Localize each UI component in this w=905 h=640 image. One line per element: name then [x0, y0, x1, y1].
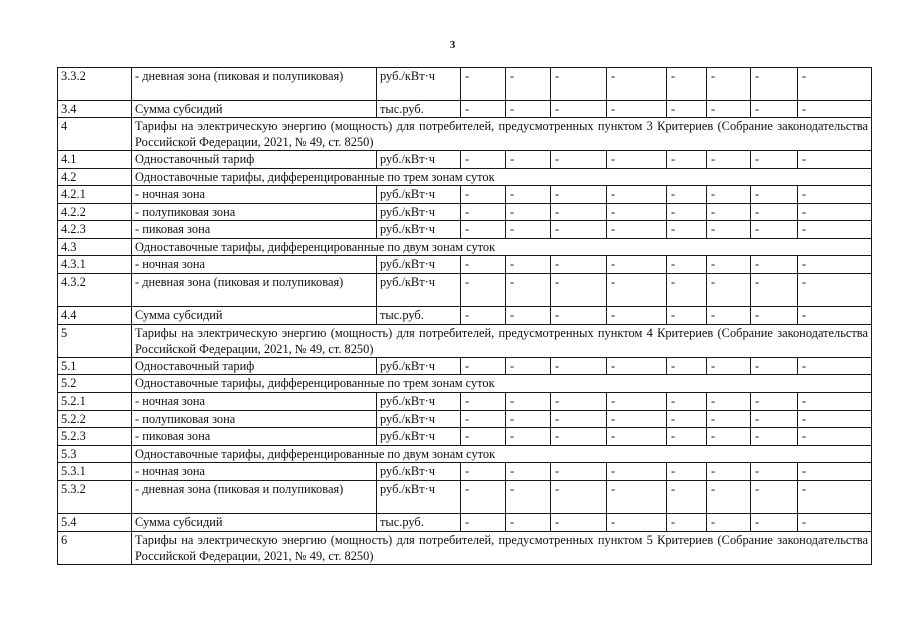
- unit-cell: руб./кВт·ч: [377, 151, 461, 169]
- value-cell: -: [667, 393, 707, 411]
- row-number: 5.3.2: [58, 481, 132, 514]
- row-number: 4.2.3: [58, 221, 132, 239]
- value-cell: -: [551, 101, 607, 118]
- value-cell: -: [707, 151, 751, 169]
- table-row: [58, 186, 872, 204]
- unit-cell: тыс.руб.: [377, 514, 461, 532]
- row-number: 4.3.1: [58, 256, 132, 274]
- table-row: [58, 221, 872, 239]
- table-body: [58, 68, 872, 565]
- value-cell: -: [551, 256, 607, 274]
- value-cell: -: [667, 307, 707, 325]
- section-heading: Тарифы на электрическую энергию (мощность) для потребителей, предусмотренных пунктом 4 Критериев (Собрание законодательства Российской Федерации, 2021, № 49, ст. 8250): [132, 325, 872, 358]
- value-cell: -: [506, 151, 551, 169]
- value-cell: -: [667, 186, 707, 204]
- value-cell: -: [607, 463, 667, 481]
- value-cell: -: [551, 274, 607, 307]
- value-cell: -: [551, 393, 607, 411]
- value-cell: -: [751, 256, 798, 274]
- value-cell: -: [607, 514, 667, 532]
- table-row: [58, 463, 872, 481]
- value-cell: -: [798, 256, 872, 274]
- unit-cell: руб./кВт·ч: [377, 428, 461, 446]
- row-number: 4.2: [58, 169, 132, 186]
- unit-cell: тыс.руб.: [377, 101, 461, 118]
- row-number: 3.3.2: [58, 68, 132, 101]
- value-cell: -: [667, 204, 707, 221]
- table-row: [58, 481, 872, 514]
- indicator-name: Одноставочный тариф: [132, 151, 377, 169]
- value-cell: -: [607, 221, 667, 239]
- value-cell: -: [461, 186, 506, 204]
- row-number: 4.4: [58, 307, 132, 325]
- table-row: [58, 358, 872, 375]
- value-cell: -: [751, 204, 798, 221]
- value-cell: -: [461, 204, 506, 221]
- value-cell: -: [798, 151, 872, 169]
- row-number: 6: [58, 532, 132, 565]
- value-cell: -: [607, 256, 667, 274]
- table-row: [58, 68, 872, 101]
- unit-cell: руб./кВт·ч: [377, 411, 461, 428]
- value-cell: -: [667, 68, 707, 101]
- value-cell: -: [506, 393, 551, 411]
- indicator-name: - дневная зона (пиковая и полупиковая): [132, 274, 377, 307]
- section-row: [58, 169, 872, 186]
- row-number: 4.2.1: [58, 186, 132, 204]
- unit-cell: тыс.руб.: [377, 307, 461, 325]
- value-cell: -: [707, 101, 751, 118]
- value-cell: -: [751, 393, 798, 411]
- indicator-name: Сумма субсидий: [132, 101, 377, 118]
- indicator-name: - ночная зона: [132, 186, 377, 204]
- value-cell: -: [751, 274, 798, 307]
- table-row: [58, 428, 872, 446]
- unit-cell: руб./кВт·ч: [377, 68, 461, 101]
- value-cell: -: [667, 428, 707, 446]
- row-number: 5.4: [58, 514, 132, 532]
- row-number: 5.2.3: [58, 428, 132, 446]
- value-cell: -: [667, 256, 707, 274]
- value-cell: -: [751, 411, 798, 428]
- value-cell: -: [707, 393, 751, 411]
- value-cell: -: [506, 68, 551, 101]
- value-cell: -: [667, 274, 707, 307]
- row-number: 3.4: [58, 101, 132, 118]
- section-row: [58, 446, 872, 463]
- value-cell: -: [707, 221, 751, 239]
- row-number: 5.2.2: [58, 411, 132, 428]
- value-cell: -: [798, 68, 872, 101]
- row-number: 4.2.2: [58, 204, 132, 221]
- unit-cell: руб./кВт·ч: [377, 256, 461, 274]
- value-cell: -: [551, 481, 607, 514]
- table-row: [58, 151, 872, 169]
- row-number: 5.2.1: [58, 393, 132, 411]
- unit-cell: руб./кВт·ч: [377, 186, 461, 204]
- value-cell: -: [506, 463, 551, 481]
- value-cell: -: [798, 186, 872, 204]
- value-cell: -: [461, 463, 506, 481]
- value-cell: -: [667, 514, 707, 532]
- value-cell: -: [751, 514, 798, 532]
- table-row: [58, 101, 872, 118]
- table-row: [58, 274, 872, 307]
- row-number: 5: [58, 325, 132, 358]
- section-row: [58, 239, 872, 256]
- value-cell: -: [551, 221, 607, 239]
- value-cell: -: [751, 358, 798, 375]
- value-cell: -: [506, 428, 551, 446]
- value-cell: -: [751, 186, 798, 204]
- section-heading: Одноставочные тарифы, дифференцированные по трем зонам суток: [132, 169, 872, 186]
- value-cell: -: [667, 411, 707, 428]
- value-cell: -: [798, 428, 872, 446]
- value-cell: -: [707, 411, 751, 428]
- value-cell: -: [461, 101, 506, 118]
- value-cell: -: [506, 411, 551, 428]
- value-cell: -: [607, 68, 667, 101]
- value-cell: -: [607, 358, 667, 375]
- value-cell: -: [506, 101, 551, 118]
- value-cell: -: [798, 274, 872, 307]
- value-cell: -: [751, 428, 798, 446]
- value-cell: -: [751, 463, 798, 481]
- value-cell: -: [798, 101, 872, 118]
- value-cell: -: [607, 411, 667, 428]
- value-cell: -: [551, 204, 607, 221]
- value-cell: -: [607, 481, 667, 514]
- unit-cell: руб./кВт·ч: [377, 481, 461, 514]
- value-cell: -: [667, 481, 707, 514]
- table-row: [58, 411, 872, 428]
- value-cell: -: [707, 428, 751, 446]
- value-cell: -: [751, 221, 798, 239]
- indicator-name: - полупиковая зона: [132, 204, 377, 221]
- value-cell: -: [551, 514, 607, 532]
- value-cell: -: [607, 151, 667, 169]
- table-row: [58, 393, 872, 411]
- value-cell: -: [506, 307, 551, 325]
- value-cell: -: [751, 68, 798, 101]
- section-row: [58, 325, 872, 358]
- value-cell: -: [506, 274, 551, 307]
- value-cell: -: [551, 151, 607, 169]
- value-cell: -: [461, 68, 506, 101]
- value-cell: -: [751, 151, 798, 169]
- value-cell: -: [707, 463, 751, 481]
- value-cell: -: [506, 514, 551, 532]
- indicator-name: - ночная зона: [132, 393, 377, 411]
- value-cell: -: [551, 358, 607, 375]
- unit-cell: руб./кВт·ч: [377, 358, 461, 375]
- value-cell: -: [461, 358, 506, 375]
- value-cell: -: [461, 221, 506, 239]
- value-cell: -: [707, 307, 751, 325]
- section-row: [58, 532, 872, 565]
- value-cell: -: [551, 186, 607, 204]
- value-cell: -: [667, 358, 707, 375]
- indicator-name: - дневная зона (пиковая и полупиковая): [132, 68, 377, 101]
- value-cell: -: [707, 514, 751, 532]
- value-cell: -: [607, 204, 667, 221]
- unit-cell: руб./кВт·ч: [377, 204, 461, 221]
- value-cell: -: [607, 101, 667, 118]
- value-cell: -: [607, 274, 667, 307]
- table-row: [58, 307, 872, 325]
- indicator-name: - полупиковая зона: [132, 411, 377, 428]
- value-cell: -: [461, 514, 506, 532]
- value-cell: -: [751, 481, 798, 514]
- value-cell: -: [667, 101, 707, 118]
- value-cell: -: [551, 463, 607, 481]
- section-row: [58, 375, 872, 393]
- value-cell: -: [707, 481, 751, 514]
- value-cell: -: [607, 393, 667, 411]
- table-row: [58, 514, 872, 532]
- value-cell: -: [751, 101, 798, 118]
- value-cell: -: [798, 481, 872, 514]
- row-number: 4: [58, 118, 132, 151]
- value-cell: -: [798, 514, 872, 532]
- value-cell: -: [667, 463, 707, 481]
- section-heading: Тарифы на электрическую энергию (мощность) для потребителей, предусмотренных пунктом 5 Критериев (Собрание законодательства Российской Федерации, 2021, № 49, ст. 8250): [132, 532, 872, 565]
- value-cell: -: [461, 428, 506, 446]
- value-cell: -: [551, 307, 607, 325]
- value-cell: -: [551, 68, 607, 101]
- row-number: 5.3: [58, 446, 132, 463]
- value-cell: -: [798, 221, 872, 239]
- indicator-name: Одноставочный тариф: [132, 358, 377, 375]
- value-cell: -: [707, 186, 751, 204]
- value-cell: -: [751, 307, 798, 325]
- unit-cell: руб./кВт·ч: [377, 274, 461, 307]
- value-cell: -: [551, 428, 607, 446]
- section-heading: Тарифы на электрическую энергию (мощность) для потребителей, предусмотренных пунктом 3 Критериев (Собрание законодательства Российской Федерации, 2021, № 49, ст. 8250): [132, 118, 872, 151]
- value-cell: -: [506, 204, 551, 221]
- value-cell: -: [461, 411, 506, 428]
- indicator-name: - ночная зона: [132, 256, 377, 274]
- value-cell: -: [707, 274, 751, 307]
- section-heading: Одноставочные тарифы, дифференцированные по двум зонам суток: [132, 446, 872, 463]
- row-number: 4.3.2: [58, 274, 132, 307]
- section-heading: Одноставочные тарифы, дифференцированные по трем зонам суток: [132, 375, 872, 393]
- value-cell: -: [551, 411, 607, 428]
- value-cell: -: [461, 393, 506, 411]
- value-cell: -: [506, 256, 551, 274]
- indicator-name: - ночная зона: [132, 463, 377, 481]
- section-heading: Одноставочные тарифы, дифференцированные по двум зонам суток: [132, 239, 872, 256]
- value-cell: -: [707, 358, 751, 375]
- value-cell: -: [667, 151, 707, 169]
- indicator-name: - пиковая зона: [132, 428, 377, 446]
- unit-cell: руб./кВт·ч: [377, 463, 461, 481]
- row-number: 4.3: [58, 239, 132, 256]
- value-cell: -: [798, 358, 872, 375]
- value-cell: -: [461, 151, 506, 169]
- value-cell: -: [607, 307, 667, 325]
- value-cell: -: [506, 481, 551, 514]
- value-cell: -: [506, 221, 551, 239]
- indicator-name: Сумма субсидий: [132, 307, 377, 325]
- row-number: 5.2: [58, 375, 132, 393]
- value-cell: -: [461, 256, 506, 274]
- row-number: 5.3.1: [58, 463, 132, 481]
- value-cell: -: [707, 204, 751, 221]
- value-cell: -: [506, 186, 551, 204]
- value-cell: -: [798, 463, 872, 481]
- table-row: [58, 204, 872, 221]
- section-row: [58, 118, 872, 151]
- unit-cell: руб./кВт·ч: [377, 221, 461, 239]
- indicator-name: Сумма субсидий: [132, 514, 377, 532]
- row-number: 5.1: [58, 358, 132, 375]
- value-cell: -: [798, 307, 872, 325]
- indicator-name: - пиковая зона: [132, 221, 377, 239]
- value-cell: -: [461, 481, 506, 514]
- value-cell: -: [798, 393, 872, 411]
- page-number: 3: [449, 39, 456, 51]
- table-row: [58, 256, 872, 274]
- value-cell: -: [461, 274, 506, 307]
- value-cell: -: [667, 221, 707, 239]
- indicator-name: - дневная зона (пиковая и полупиковая): [132, 481, 377, 514]
- value-cell: -: [506, 358, 551, 375]
- unit-cell: руб./кВт·ч: [377, 393, 461, 411]
- row-number: 4.1: [58, 151, 132, 169]
- value-cell: -: [798, 411, 872, 428]
- value-cell: -: [707, 256, 751, 274]
- value-cell: -: [707, 68, 751, 101]
- value-cell: -: [798, 204, 872, 221]
- value-cell: -: [607, 428, 667, 446]
- value-cell: -: [461, 307, 506, 325]
- tariff-table: [57, 67, 872, 565]
- value-cell: -: [607, 186, 667, 204]
